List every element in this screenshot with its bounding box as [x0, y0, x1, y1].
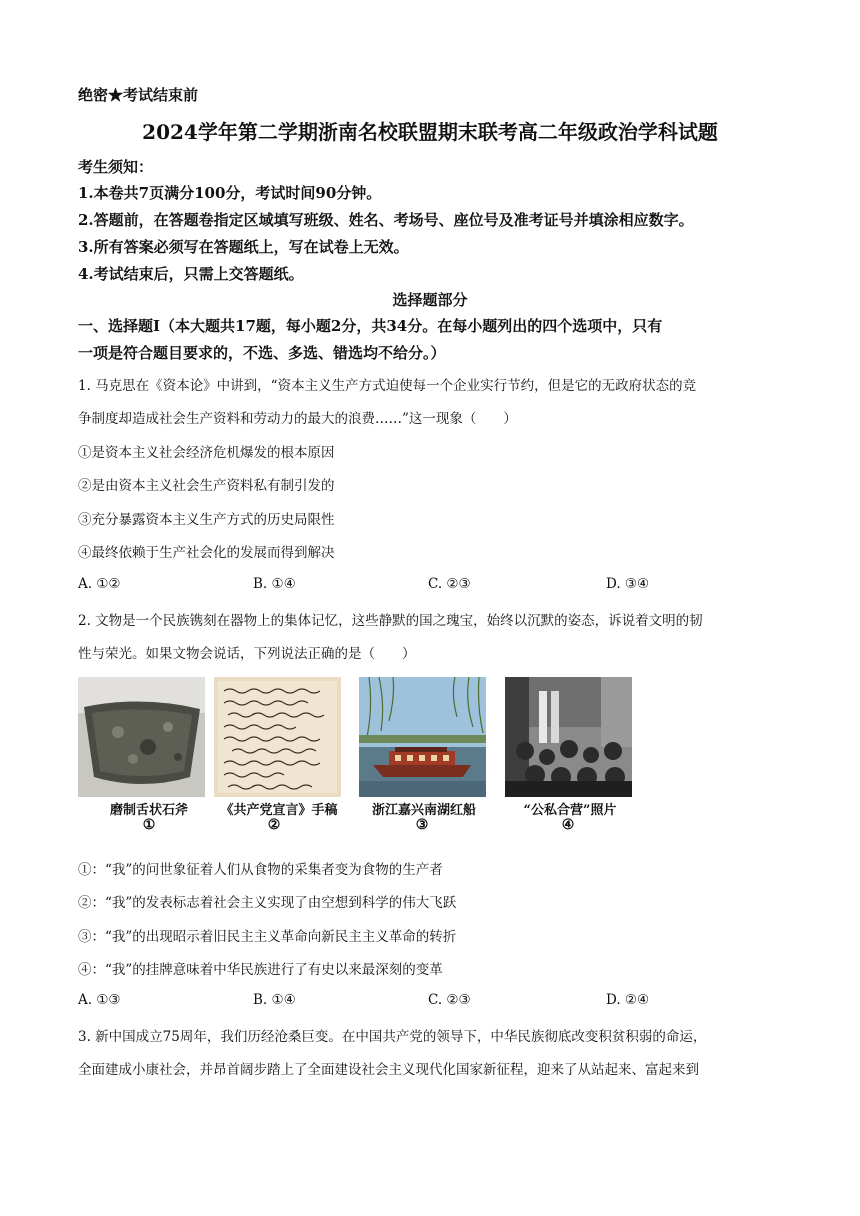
q1-statement-4: ④最终依赖于生产社会化的发展而得到解决 [78, 545, 335, 561]
stone-axe-photo [78, 677, 205, 797]
figure-number-3: ③ [415, 817, 429, 833]
figure-caption-2: 《共产党宣言》手稿 [220, 803, 338, 818]
notice-heading: 考生须知： [78, 158, 154, 176]
q3-stem-line1: 3. 新中国成立75周年，我们历经沧桑巨变。在中国共产党的领导下，中华民族彻底改变积贫积弱的命运， [78, 1029, 707, 1045]
section-title: 选择题部分 [392, 291, 468, 309]
q1-stem-line1: 1. 马克思在《资本论》中讲到，“资本主义生产方式迫使每一个企业实行节约，但是它的无政府状态的竞 [78, 378, 697, 394]
notice-item-2: 2.答题前，在答题卷指定区域填写班级、姓名、考场号、座位号及准考证号并填涂相应数字。 [78, 211, 694, 229]
figure-number-1: ① [142, 817, 156, 833]
q1-stem-line2: 争制度却造成社会生产资料和劳动力的最大的浪费……”这一现象（ ） [78, 411, 517, 427]
q2-option-d[interactable]: D. ②④ [606, 992, 650, 1008]
part1-instructions-line2: 一项是符合题目要求的，不选、多选、错选均不给分。） [78, 344, 446, 362]
q1-statement-2: ②是由资本主义社会生产资料私有制引发的 [78, 478, 335, 494]
q1-option-b[interactable]: B. ①④ [253, 576, 296, 592]
notice-item-4: 4.考试结束后，只需上交答题纸。 [78, 265, 304, 283]
figure-number-2: ② [267, 817, 281, 833]
figure-caption-3: 浙江嘉兴南湖红船 [371, 803, 476, 818]
q2-option-a[interactable]: A. ①③ [78, 992, 121, 1008]
q1-statement-1: ①是资本主义社会经济危机爆发的根本原因 [78, 445, 335, 461]
q2-option-b[interactable]: B. ①④ [253, 992, 296, 1008]
notice-item-1: 1.本卷共7页满分100分，考试时间90分钟。 [78, 184, 382, 202]
figure-caption-1: 磨制舌状石斧 [109, 803, 188, 818]
notice-item-3: 3.所有答案必须写在答题纸上，写在试卷上无效。 [78, 238, 409, 256]
figure-number-4: ④ [561, 817, 575, 833]
q1-statement-3: ③充分暴露资本主义生产方式的历史局限性 [78, 512, 335, 528]
exam-title: 2024学年第二学期浙南名校联盟期末联考高二年级政治学科试题 [142, 120, 718, 144]
red-boat-photo [359, 677, 486, 797]
joint-venture-photo [505, 677, 632, 797]
q2-statement-2: ②：“我”的发表标志着社会主义实现了由空想到科学的伟大飞跃 [78, 895, 457, 911]
q1-option-d[interactable]: D. ③④ [606, 576, 650, 592]
q2-statement-3: ③：“我”的出现昭示着旧民主主义革命向新民主主义革命的转折 [78, 929, 457, 945]
q2-option-c[interactable]: C. ②③ [428, 992, 471, 1008]
figure-caption-4: “公私合营”照片 [523, 803, 617, 818]
q3-stem-line2: 全面建成小康社会，并昂首阔步踏上了全面建设社会主义现代化国家新征程，迎来了从站起来、富起来到 [78, 1062, 699, 1078]
confidential-label: 绝密★考试结束前 [78, 86, 199, 104]
q1-option-a[interactable]: A. ①② [78, 576, 121, 592]
q1-option-c[interactable]: C. ②③ [428, 576, 471, 592]
q2-stem-line2: 性与荣光。如果文物会说话，下列说法正确的是（ ） [78, 646, 416, 662]
q2-statement-4: ④：“我”的挂牌意味着中华民族进行了有史以来最深刻的变革 [78, 962, 443, 978]
q2-stem-line1: 2. 文物是一个民族镌刻在器物上的集体记忆，这些静默的国之瑰宝，始终以沉默的姿态，诉说着文明的韧 [78, 613, 703, 629]
q2-statement-1: ①：“我”的问世象征着人们从食物的采集者变为食物的生产者 [78, 862, 443, 878]
manifesto-manuscript-photo [214, 677, 341, 797]
part1-instructions-line1: 一、选择题Ⅰ（本大题共17题，每小题2分，共34分。在每小题列出的四个选项中，只有 [78, 317, 663, 335]
